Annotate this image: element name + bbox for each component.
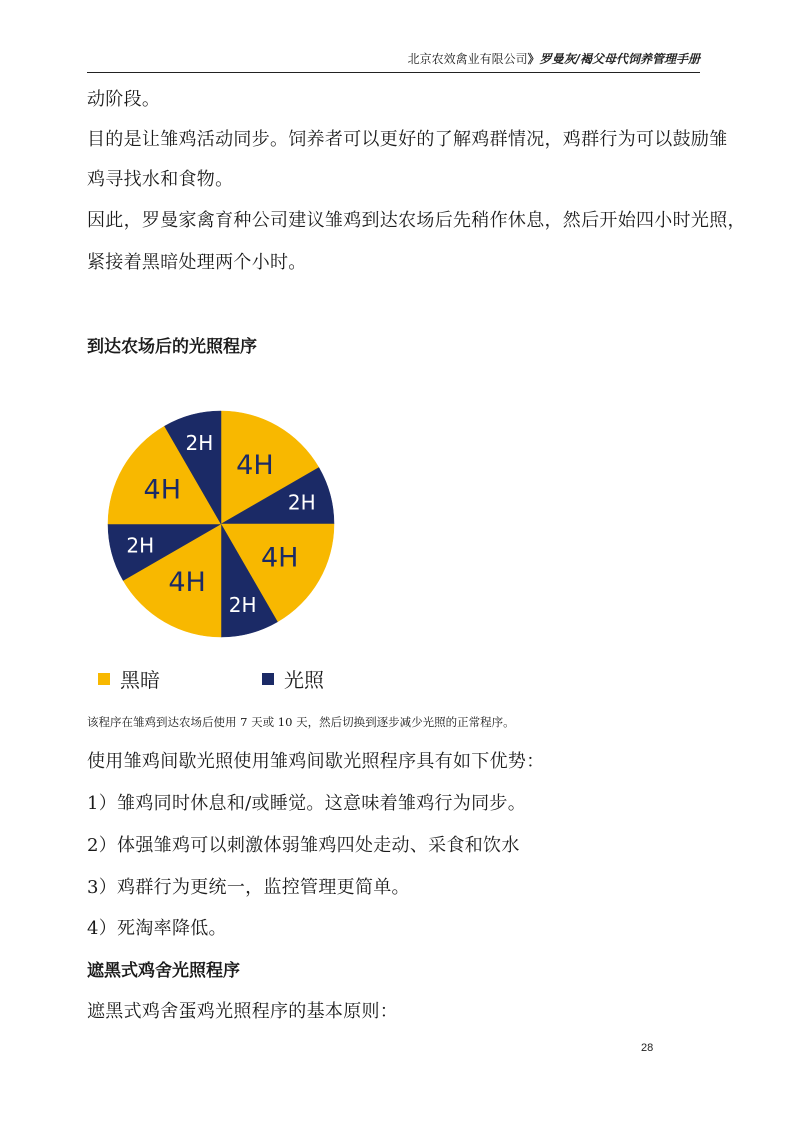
paragraph-advantages-intro: 使用雏鸡间歇光照使用雏鸡间歇光照程序具有如下优势： <box>87 751 545 772</box>
header-company: 北京农效禽业有限公司 <box>407 52 528 66</box>
page-header <box>87 46 700 73</box>
section-heading-arrival-lighting: 到达农场后的光照程序 <box>87 337 257 357</box>
pie-slice-label-2: 2H <box>287 490 316 515</box>
pie-slice-label-1: 4H <box>236 449 274 481</box>
pie-slice-label-8: 2H <box>185 431 214 456</box>
paragraph-purpose-line2: 鸡寻找水和食物。 <box>87 169 234 190</box>
legend-label-dark: 黑暗 <box>120 668 160 692</box>
pie-slice-label-3: 4H <box>260 542 299 574</box>
chart-note: 该程序在雏鸡到达农场后使用 7 天或 10 天，然后切换到逐步减少光照的正常程序。 <box>87 715 515 729</box>
legend-item-dark <box>98 667 160 693</box>
list-item-advantage-3: 3）鸡群行为更统一，监控管理更简单。 <box>87 877 410 898</box>
paragraph-purpose-line1: 目的是让雏鸡活动同步。饲养者可以更好的了解鸡群情况，鸡群行为可以鼓励雏 <box>87 129 728 150</box>
list-item-advantage-2: 2）体强雏鸡可以刺激体弱雏鸡四处走动、采食和饮水 <box>87 835 520 856</box>
paragraph-recommendation-line2: 紧接着黑暗处理两个小时。 <box>87 252 307 273</box>
legend-item-light <box>262 667 324 693</box>
lighting-pie-chart <box>107 410 335 638</box>
paragraph-recommendation-line1: 因此，罗曼家禽育种公司建议雏鸡到达农场后先稍作休息，然后开始四小时光照， <box>87 210 746 231</box>
legend-swatch-dark <box>98 673 110 685</box>
pie-slice-label-4: 2H <box>228 592 257 617</box>
section-heading-blackout-house: 遮黑式鸡舍光照程序 <box>87 961 240 981</box>
list-item-advantage-1: 1）雏鸡同时休息和/或睡觉。这意味着雏鸡行为同步。 <box>87 793 527 814</box>
legend-swatch-light <box>262 673 274 685</box>
paragraph-continuation: 动阶段。 <box>87 89 161 110</box>
legend-label-light: 光照 <box>284 668 324 692</box>
pie-slice-label-6: 2H <box>126 533 155 558</box>
header-chevron: 》 <box>527 52 540 66</box>
header-manual-title: 罗曼灰/褐父母代饲养管理手册 <box>539 52 700 66</box>
pie-slice-label-7: 4H <box>143 474 182 506</box>
page-number: 28 <box>641 1042 654 1054</box>
pie-slice-label-5: 4H <box>168 567 206 599</box>
pie-slices <box>108 411 334 637</box>
paragraph-basic-principles: 遮黑式鸡舍蛋鸡光照程序的基本原则： <box>87 1001 399 1022</box>
list-item-advantage-4: 4）死淘率降低。 <box>87 918 227 939</box>
